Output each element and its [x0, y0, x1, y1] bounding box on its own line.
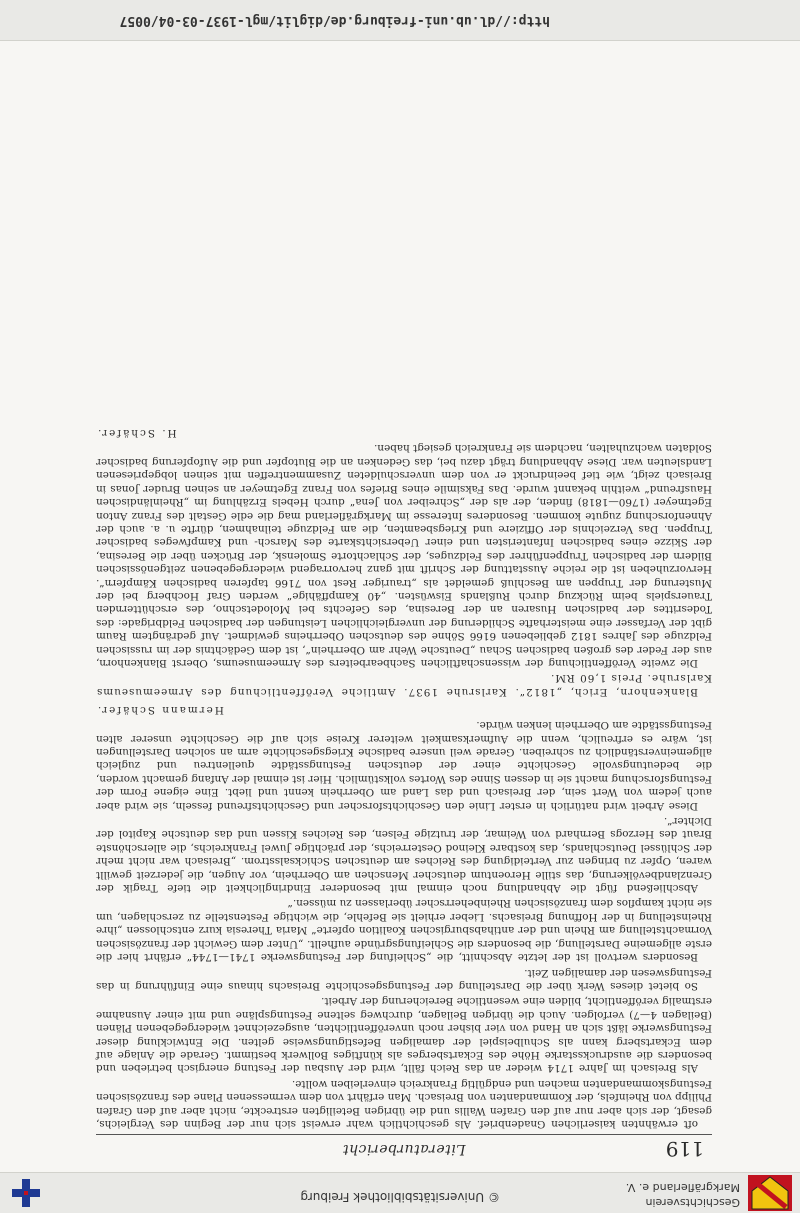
bottom-band [0, 0, 800, 41]
page-header [96, 1134, 712, 1161]
review-body: Die zweite Veröffentlichung der wissenschaftlichen Sachbearbeiters des Armeemuseums, Oberst Blankenhorn, aus der Feder des großen badischen Schau „Deutsche Wehr am Oberrhein“, ist dem Gedächtnis der im russischen Feldzuge des Jahres 1812 gebliebenen 6166 Söhne des deutschen Oberrheins gewidmet. Auf gedrängtem Raum gibt der Verfasser eine meisterhafte Schilderung der unvergleichlichen Leistungen der badischen Feldbrigade: des Todesrittes der badischen Husaren an der Beresina, des Gefechts bei Molodetschno, des erschütternden Trauerspiels beim Rückzug durch Rußlands Eiswüsten. „40 Kampffähige“ werden Graf Hochberg bei der Musterung der Truppen am Beschluß gemeldet als „trauriger Rest von 7166 tapferen badischen Kämpfern“. Hervorzuheben ist die reiche Ausstattung der Schrift mit ganz hervorragend wiedergegebenen zeitgenössischen Bildern der badischen Truppenführer des Feldzuges, der Schlachtorte Smolensk, der Brücken über die Beresina, der Skizze eines badischen Infanteristen und einer Uebersichtskarte des Marsch- und Kampfweges badischer Truppen. Das Verzeichnis der Offiziere und Kriegsbeamten, die am Feldzuge teilnahmen, dürfte u. a. auch der Ahnenforschung zugute kommen. Besonderes Interesse im Markgräflerland mag die edle Gestalt des Franz Anton Egetmeyer (1760—1818) finden, der als der „Schreiber von Jena“ durch Hebels Erzählung im „Rheinländischen Hausfreund“ weithin bekannt wurde. Das Faksimile eines Briefes von Franz Egetmeyer an seinen Bruder Jonas in Breisach zeigt, wie tief beeindruckt er von dem unverschuldeten Zusammentreffen mit seinen lobgepriesenen Landsleuten war. Diese Abhandlung trägt dazu bei, das Gedenken an die Blutopfer und die Aufopferung badischer Soldaten wachzuhalten, nachdem sie Frankreich gesiegt haben. [96, 442, 712, 669]
paragraph: Besonders wertvoll ist der letzte Abschnitt, die „Schleifung der Festungswerke 1741—1744“ erfährt hier die erste allgemeine Darstellung, die besonders die Schleifungsgründe aufhellt. „Unter dem Gewicht der französischen Vormachtstellung am Rhein und der antihabsburgischen Koalition opferte“ Maria Theresia kurz entschlossen „ihre Rheinstellung in der Hoffnung Breisachs. Lieber erhielt sie Befehle, die wichtige Festenstelle zu zerschlagen, um sie nicht kampflos dem französischen Rheinbeherrscher überlassen zu müssen.“ [96, 897, 712, 964]
society-name-line2: Markgräflerland e. V. [625, 1181, 740, 1194]
society-logo-icon [748, 1175, 792, 1211]
page-content [96, 421, 712, 1161]
university-logo-icon [10, 1177, 42, 1209]
document-url[interactable]: http://dl.ub.uni-freiburg.de/diglit/mgl-1937-03-04/0057 [119, 13, 550, 28]
top-band [0, 1172, 800, 1213]
signature: H. Schäfer. [96, 427, 177, 440]
paragraph: Als Breisach im Jahre 1714 wieder an das Reich fällt, wird der Ausbau der Festung energisch betrieben und besonders die ausdrucksstarke Höhe des Eckartsberges als künftiges Bollwerk bestimmt. Gerade die Anlage auf dem Eckartsberg kann als Schulbeispiel der damaligen Befestigungsweise gelten. Die Entwicklung dieser Festungswerke läßt sich an Hand von vier bisher noch unveröffentlichten, ausgezeichnet wiedergegebenen Plänen (Beilagen 4—7) verfolgen. Auch die übrigen Beilagen, durchweg seltene Festungspläne und mit einer Ausnahme erstmalig veröffentlicht, bilden eine wesentliche Bereicherung der Arbeit. [96, 995, 712, 1075]
paragraph: So bietet dieses Werk über die Darstellung der Festungsgeschichte Breisachs hinaus eine Einführung in das Festungswesen der damaligen Zeit. [96, 966, 712, 992]
society-name-line1: Geschichtsverein [645, 1196, 740, 1209]
paragraph: Diese Arbeit wird natürlich in erster Linie den Geschichtsforscher und Geschichtsfreund fesseln, sie wird aber auch jedem von Wert sein, der Breisach und das Land am Oberrhein kennt und liebt. Eine eigene Form der Festungsforschung macht sie in dessen Sinne des Wortes volkstümlich. Hier ist einmal der Anfang gemacht worden, die bedeutungsvolle Geschichte einer der deutschen Festungsstädte quellentreu und zugleich allgemeinverständlich zu schreiben. Gerade weil unsere badische Kriegsgeschichte arm an solchen Darstellungen ist, wäre es erfreulich, wenn die Aufmerksamkeit weiterer Kreise sich auf die Geschichte unserer alten Festungsstädte am Oberrhein lenken würde. [96, 719, 712, 812]
page-number: 119 [665, 1137, 704, 1161]
running-head: Literaturbericht [342, 1141, 466, 1157]
paragraph: oft erwähnten kaiserlichen Gnadenbrief. Als geschichtlich wahr erweist sich nur der Beginn des Vergleichs, gesagt, der sich aber nur auf den Grafen Wallis und die übrigen Beteiligten erstreckte, nicht aber auf den Grafen Philipp von Rheinfels, der Kommandanten von Breisach. Man erfährt von dem vermessenen Plane des französischen Festungskommandanten machen und endgültig Frankreich einverleiben wollte. [96, 1077, 712, 1130]
review-title: Blankenhorn, Erich, „1812“. Karlsruhe 1937. Amtliche Veröffentlichung des Armeemuseums Karlsruhe. Preis 1,60 RM. [96, 672, 712, 698]
signature: Hermann Schäfer. [96, 703, 224, 716]
library-credit: © Universitätsbibliothek Freiburg [300, 1190, 500, 1204]
paragraph: Abschließend fügt die Abhandlung noch einmal mit besonderer Eindringlichkeit die tiefe Tragik der Grenzlandbevölkerung, das stille Heroentum deutscher Menschen am Oberrhein, vor Augen, die jederzeit gewillt waren, Opfer zu bringen zur Verteidigung des Reiches am deutschen Schicksalsstrom. „Breisach war nicht mehr der Schlüssel Deutschlands, das kostbare Kleinod Oesterreichs, der prächtige Juwel Frankreichs, die allerschönste Braut des Herzogs Bernhard von Weimar, der trutzige Felsen, des Reiches Kissen und das deutsche Kapitol der Dichter“. [96, 815, 712, 895]
